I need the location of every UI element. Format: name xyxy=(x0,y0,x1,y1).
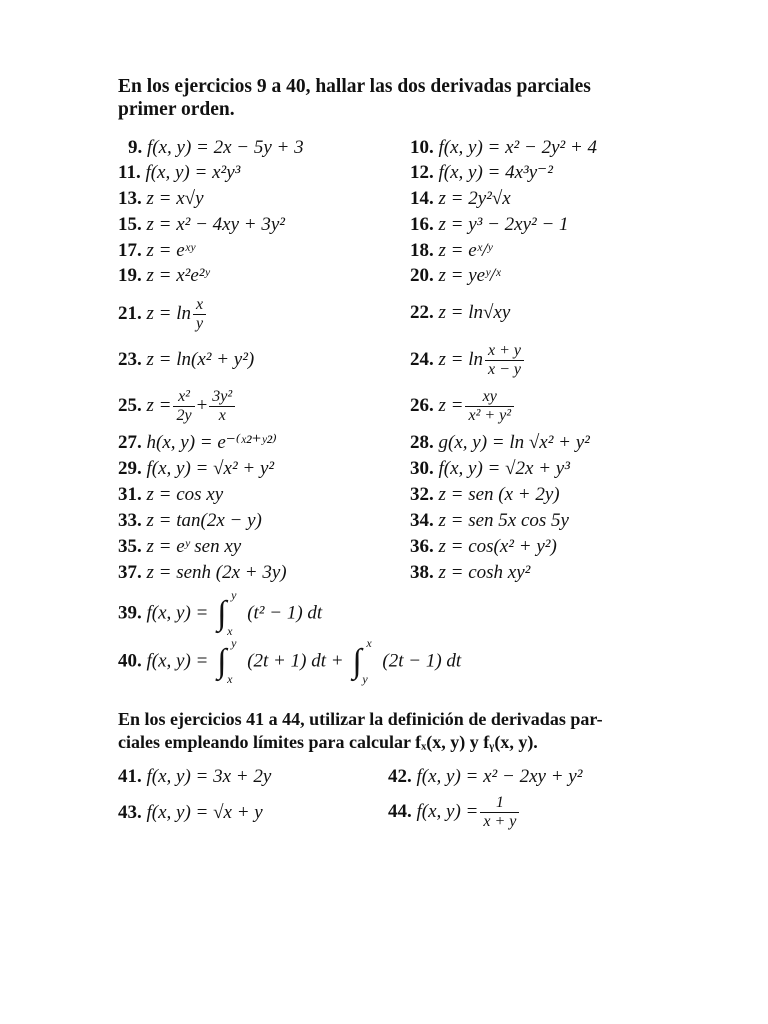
exercise-equation: f(x, y) = xyxy=(146,602,209,624)
fraction xyxy=(485,342,524,379)
exercise-number: 25. xyxy=(118,394,142,416)
exercise-14 xyxy=(410,188,511,210)
exercise-44 xyxy=(388,794,521,831)
exercise-equation: z = ln(x² + y²) xyxy=(146,349,255,370)
exercise-number: 28. xyxy=(410,432,434,453)
exercise-number: 35. xyxy=(118,536,142,557)
exercise-22 xyxy=(410,302,510,324)
exercise-equation: z = cosh xy² xyxy=(438,562,531,583)
exercise-17 xyxy=(118,240,195,262)
exercise-equation: z = eˣʸ xyxy=(146,240,195,261)
exercise-21 xyxy=(118,296,208,333)
exercise-number: 43. xyxy=(118,802,142,823)
exercise-number: 42. xyxy=(388,766,412,787)
fraction xyxy=(173,388,194,425)
integrand: (t² − 1) dt xyxy=(247,602,323,624)
exercise-equation: f(x, y) = 3x + 2y xyxy=(146,766,272,787)
heading-line-2: primer orden. xyxy=(118,99,235,120)
exercise-equation: f(x, y) = 2x − 5y + 3 xyxy=(147,137,304,158)
heading-line-2: ciales empleando límites para calcular fₓ(x, y) y fᵧ(x, y). xyxy=(118,732,538,752)
exercise-31 xyxy=(118,484,223,506)
integrand: (2t − 1) dt xyxy=(382,650,462,672)
section-heading-41-44 xyxy=(118,708,643,754)
exercise-37 xyxy=(118,562,287,584)
exercise-36 xyxy=(410,536,557,558)
fraction-denominator: x − y xyxy=(488,361,521,378)
exercise-number: 29. xyxy=(118,458,142,479)
fraction-numerator: 1 xyxy=(480,794,519,813)
exercise-number: 39. xyxy=(118,602,142,624)
exercise-equation: z = sen (x + 2y) xyxy=(438,484,560,505)
exercise-28 xyxy=(410,432,590,454)
integral-upper-limit: x xyxy=(366,636,372,650)
section-heading-9-40 xyxy=(118,75,643,121)
exercise-equation: f(x, y) = x²y³ xyxy=(145,162,241,183)
exercise-equation: z = xyxy=(438,394,464,416)
exercise-number: 33. xyxy=(118,510,142,531)
exercise-number: 19. xyxy=(118,265,142,286)
exercise-number: 24. xyxy=(410,348,434,370)
plus-sign: + xyxy=(196,394,208,416)
exercise-number: 20. xyxy=(410,265,434,286)
integral-upper-limit: y xyxy=(231,588,237,602)
exercise-equation: z = 2y²√x xyxy=(438,188,511,209)
exercise-number: 11. xyxy=(118,162,141,183)
exercise-equation: z = senh (2x + 3y) xyxy=(146,562,287,583)
exercise-equation: z = ln√xy xyxy=(438,302,511,323)
exercise-number: 13. xyxy=(118,188,142,209)
exercise-equation: f(x, y) = xyxy=(416,800,479,822)
exercise-number: 12. xyxy=(410,162,434,183)
exercise-number: 22. xyxy=(410,302,434,323)
exercise-13 xyxy=(118,188,204,210)
exercise-equation: z = ln xyxy=(146,302,191,324)
exercise-equation: z = eˣ/ʸ xyxy=(438,240,493,261)
exercise-30 xyxy=(410,458,570,480)
exercise-equation: f(x, y) = √2x + y³ xyxy=(438,458,570,479)
exercise-number: 36. xyxy=(410,536,434,557)
exercise-32 xyxy=(410,484,560,506)
heading-line-1: En los ejercicios 9 a 40, hallar las dos derivadas parciales xyxy=(118,76,591,97)
exercise-equation: f(x, y) = x² − 2y² + 4 xyxy=(438,137,598,158)
exercise-equation: f(x, y) = 4x³y⁻² xyxy=(438,162,553,183)
integral-sign: ∫ y x xyxy=(217,636,237,686)
exercise-number: 21. xyxy=(118,302,142,324)
exercise-29 xyxy=(118,458,274,480)
integral-lower-limit: x xyxy=(227,624,233,638)
exercise-15 xyxy=(118,214,285,236)
integral-upper-limit: y xyxy=(231,636,237,650)
exercise-24 xyxy=(410,342,526,379)
fraction-denominator: x xyxy=(218,407,226,424)
exercise-10 xyxy=(410,137,597,159)
fraction-numerator: x + y xyxy=(485,342,524,361)
exercise-equation: z = y³ − 2xy² − 1 xyxy=(438,214,569,235)
exercise-equation: f(x, y) = xyxy=(146,650,209,672)
fraction-denominator: x² + y² xyxy=(468,407,512,424)
exercise-number: 31. xyxy=(118,484,142,505)
exercise-number: 27. xyxy=(118,432,142,453)
exercise-equation: z = cos(x² + y²) xyxy=(438,536,557,557)
exercise-equation: z = xyxy=(146,394,172,416)
fraction-denominator: y xyxy=(196,315,204,332)
integral-lower-limit: x xyxy=(227,672,233,686)
exercise-27 xyxy=(118,432,277,454)
exercise-number: 17. xyxy=(118,240,142,261)
heading-line-1: En los ejercicios 41 a 44, utilizar la definición de derivadas par- xyxy=(118,709,603,729)
exercise-39 xyxy=(118,588,323,638)
exercise-19 xyxy=(118,265,209,287)
fraction xyxy=(465,388,514,425)
exercise-number: 30. xyxy=(410,458,434,479)
exercise-40 xyxy=(118,636,462,686)
exercise-number: 10. xyxy=(410,137,434,158)
exercise-equation: z = cos xy xyxy=(146,484,224,505)
exercise-number: 26. xyxy=(410,394,434,416)
exercise-equation: z = x² − 4xy + 3y² xyxy=(146,214,285,235)
exercise-41 xyxy=(118,766,271,788)
exercise-equation: f(x, y) = x² − 2xy + y² xyxy=(416,766,583,787)
integral-sign: ∫ x y xyxy=(352,636,372,686)
exercise-34 xyxy=(410,510,569,532)
exercise-equation: z = tan(2x − y) xyxy=(146,510,262,531)
exercise-43 xyxy=(118,802,263,824)
exercise-25 xyxy=(118,388,237,425)
exercise-equation: z = sen 5x cos 5y xyxy=(438,510,569,531)
exercise-number: 23. xyxy=(118,349,142,370)
fraction-numerator: x xyxy=(193,296,206,315)
exercise-42 xyxy=(388,766,582,788)
exercise-number: 14. xyxy=(410,188,434,209)
exercise-equation: f(x, y) = √x² + y² xyxy=(146,458,275,479)
exercise-20 xyxy=(410,265,501,287)
exercise-equation: f(x, y) = √x + y xyxy=(146,802,263,823)
fraction-numerator: x² xyxy=(173,388,194,407)
exercise-number: 15. xyxy=(118,214,142,235)
integral-sign: ∫ y x xyxy=(217,588,237,638)
exercise-33 xyxy=(118,510,262,532)
exercise-number: 16. xyxy=(410,214,434,235)
exercise-number: 34. xyxy=(410,510,434,531)
fraction xyxy=(480,794,519,831)
exercise-11 xyxy=(118,162,240,184)
exercise-equation: z = yeʸ/ˣ xyxy=(438,265,501,286)
exercise-number: 32. xyxy=(410,484,434,505)
exercise-equation: z = x²e²ʸ xyxy=(146,265,210,286)
exercise-26 xyxy=(410,388,516,425)
exercise-equation: z = eʸ sen xy xyxy=(146,536,242,557)
exercise-equation: h(x, y) = e⁻⁽ˣ²⁺ʸ²⁾ xyxy=(146,432,277,453)
fraction-denominator: x + y xyxy=(483,813,517,830)
exercise-16 xyxy=(410,214,569,236)
exercise-number: 18. xyxy=(410,240,434,261)
integrand: (2t + 1) dt + xyxy=(247,650,344,672)
exercise-number: 40. xyxy=(118,650,142,672)
exercise-number: 37. xyxy=(118,562,142,583)
exercise-equation: g(x, y) = ln √x² + y² xyxy=(438,432,590,453)
exercise-equation: z = ln xyxy=(438,348,483,370)
exercise-12 xyxy=(410,162,553,184)
exercise-number: 41. xyxy=(118,766,142,787)
fraction-numerator: xy xyxy=(465,388,514,407)
exercise-number: 9. xyxy=(128,137,143,158)
exercise-9 xyxy=(128,137,304,159)
fraction-denominator: 2y xyxy=(176,407,192,424)
integral-lower-limit: y xyxy=(362,672,368,686)
exercise-equation: z = x√y xyxy=(146,188,204,209)
exercise-38 xyxy=(410,562,530,584)
fraction-numerator: 3y² xyxy=(209,388,235,407)
exercise-23 xyxy=(118,349,254,371)
exercise-18 xyxy=(410,240,492,262)
fraction xyxy=(193,296,206,333)
exercise-number: 44. xyxy=(388,800,412,822)
exercise-number: 38. xyxy=(410,562,434,583)
fraction xyxy=(209,388,235,425)
exercise-35 xyxy=(118,536,241,558)
